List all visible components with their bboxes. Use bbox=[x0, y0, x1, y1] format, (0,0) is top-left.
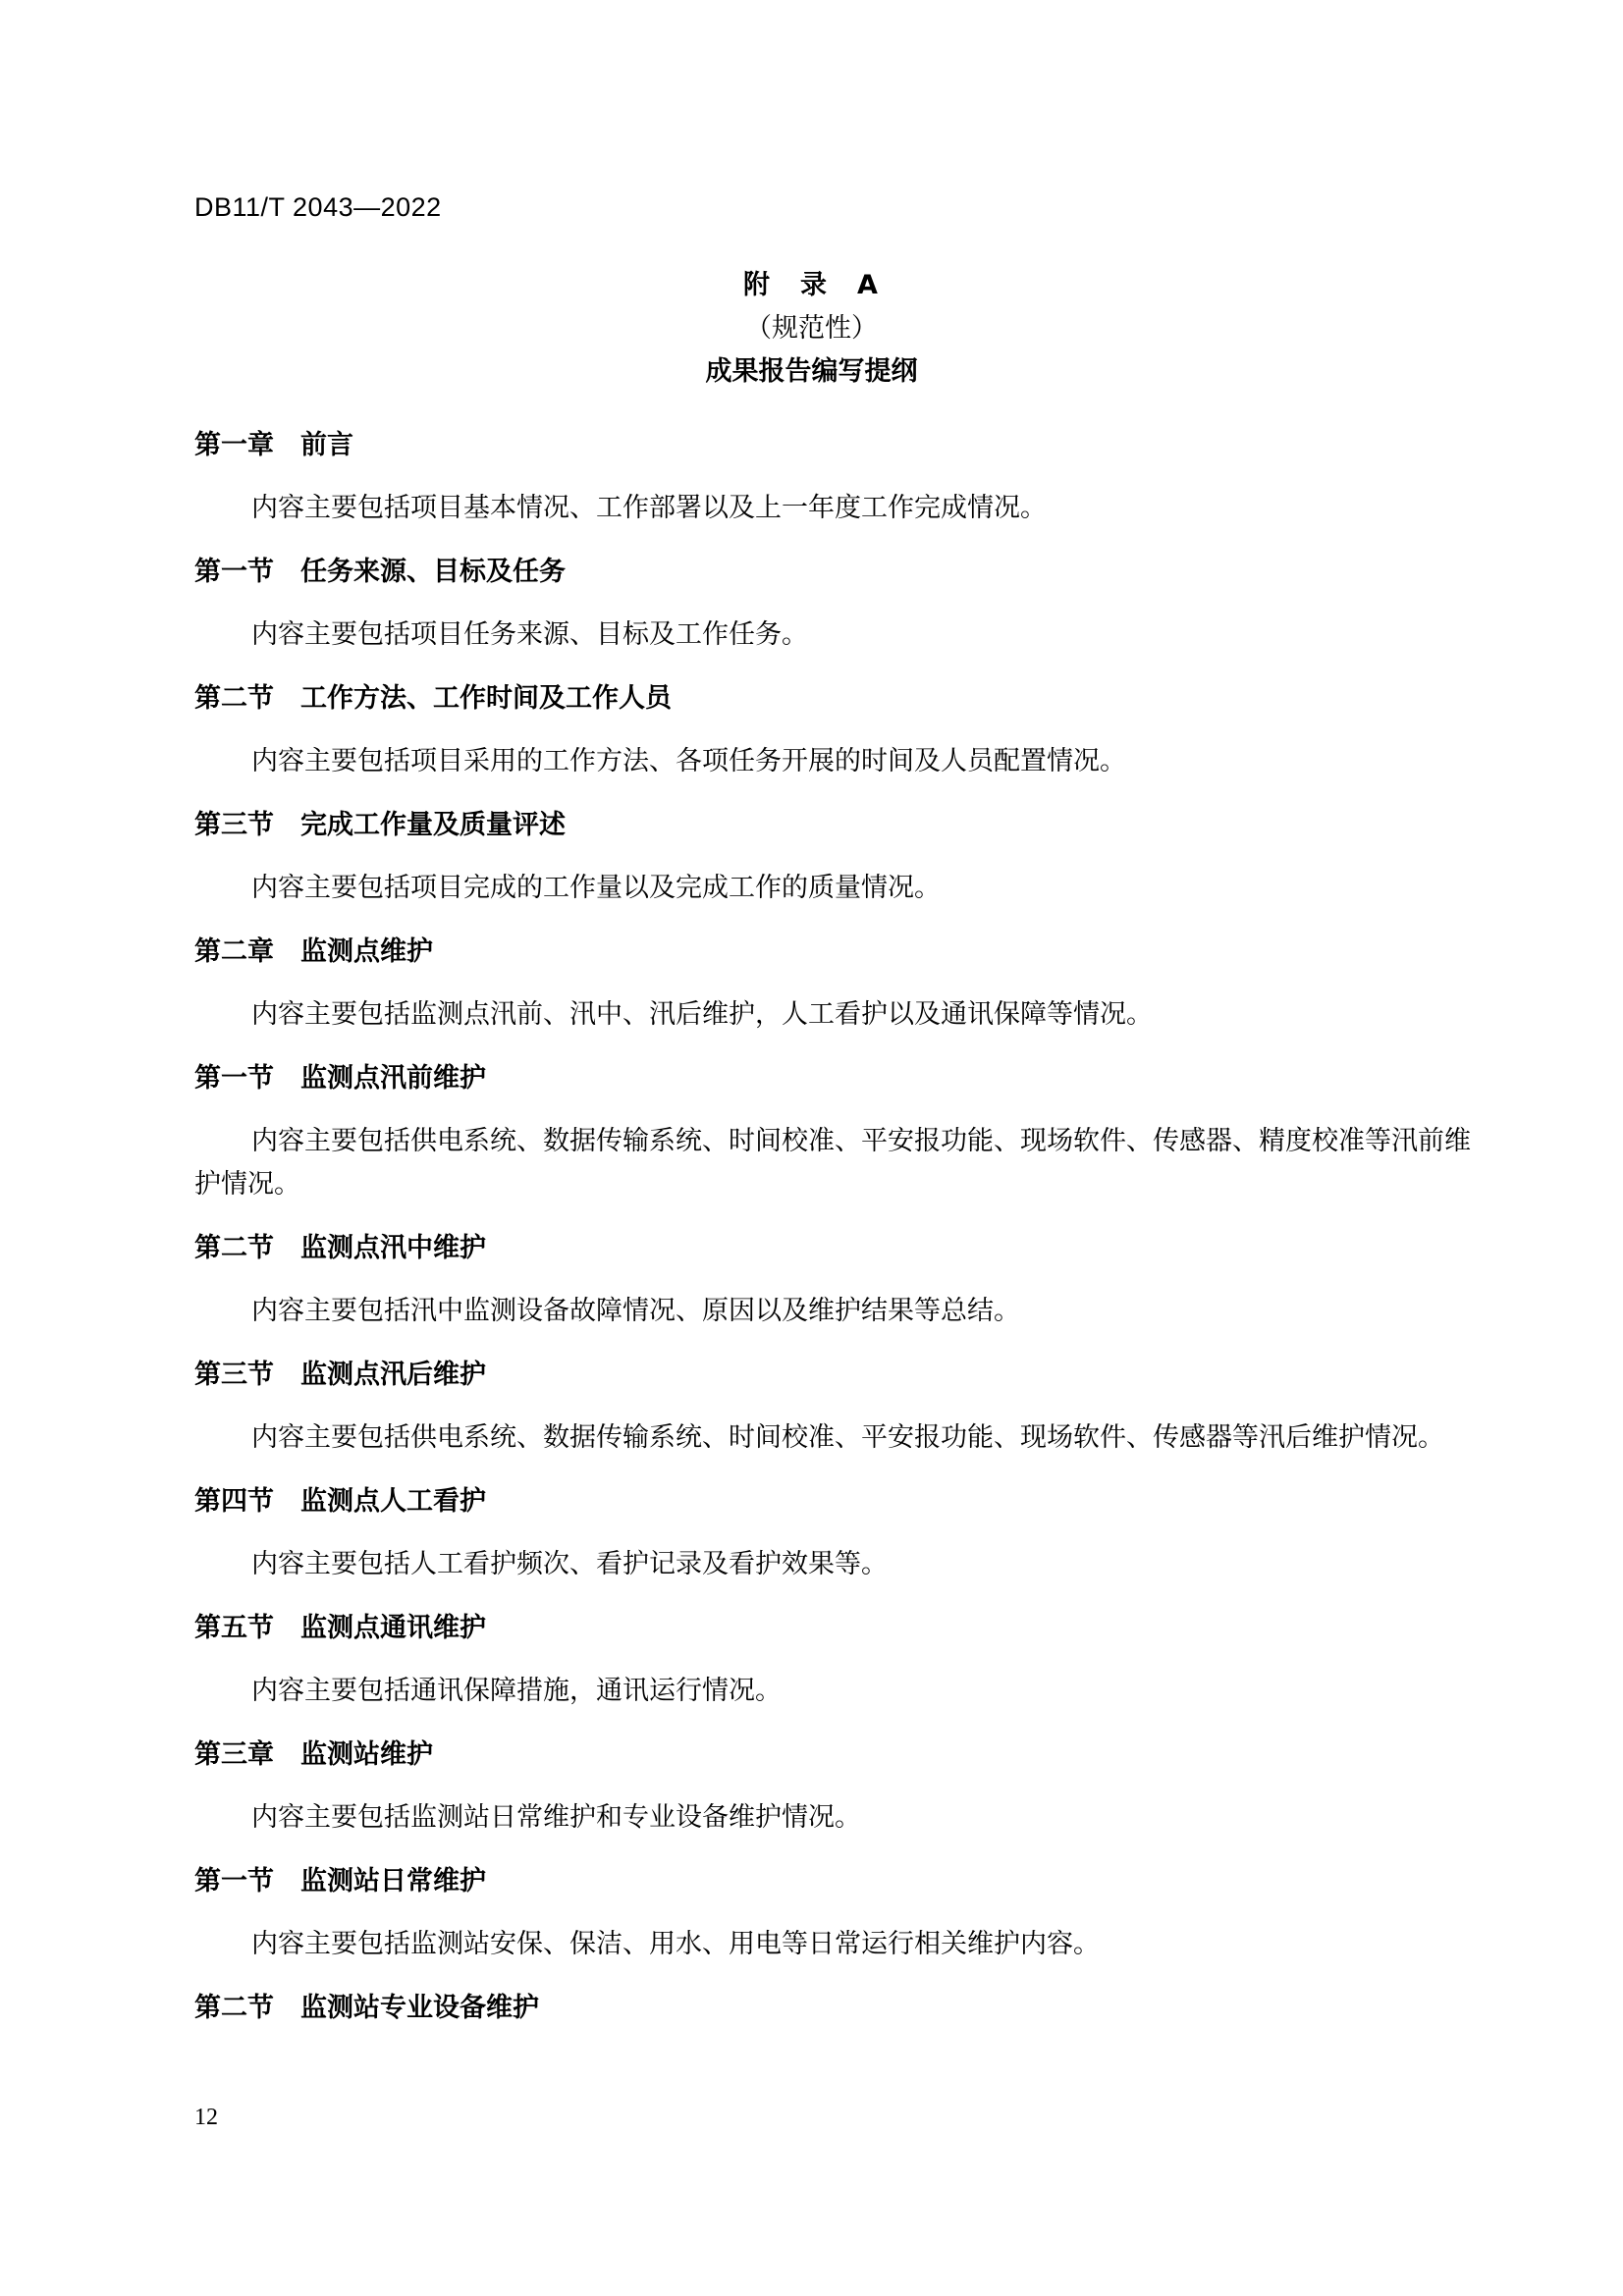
section-heading: 第一章 前言 bbox=[194, 430, 353, 460]
section-heading: 第三节 完成工作量及质量评述 bbox=[194, 810, 566, 840]
section-description: 内容主要包括监测站日常维护和专业设备维护情况。 bbox=[251, 1802, 861, 1833]
section-heading: 第三节 监测点汛后维护 bbox=[194, 1360, 486, 1390]
section-heading: 第一节 监测站日常维护 bbox=[194, 1866, 486, 1896]
appendix-label: 附 录 A bbox=[743, 270, 880, 300]
page-number: 12 bbox=[194, 2105, 218, 2130]
section-description: 内容主要包括监测站安保、保洁、用水、用电等日常运行相关维护内容。 bbox=[251, 1929, 1100, 1959]
appendix-nature: （规范性） bbox=[745, 313, 878, 344]
section-description: 内容主要包括人工看护频次、看护记录及看护效果等。 bbox=[251, 1549, 888, 1579]
section-description: 内容主要包括供电系统、数据传输系统、时间校准、平安报功能、现场软件、传感器、精度校准等汛前维护情况。 bbox=[194, 1126, 1471, 1200]
section-heading: 第五节 监测点通讯维护 bbox=[194, 1613, 486, 1643]
appendix-title: 成果报告编写提纲 bbox=[705, 356, 918, 387]
section-heading: 第一节 监测点汛前维护 bbox=[194, 1063, 486, 1094]
section-heading: 第二章 监测点维护 bbox=[194, 936, 433, 967]
section-heading: 第二节 监测点汛中维护 bbox=[194, 1233, 486, 1263]
section-description: 内容主要包括项目采用的工作方法、各项任务开展的时间及人员配置情况。 bbox=[251, 746, 1126, 776]
document-code: DB11/T 2043—2022 bbox=[194, 192, 442, 222]
section-description: 内容主要包括项目基本情况、工作部署以及上一年度工作完成情况。 bbox=[251, 493, 1047, 523]
section-heading: 第一节 任务来源、目标及任务 bbox=[194, 557, 566, 587]
section-description: 内容主要包括监测点汛前、汛中、汛后维护，人工看护以及通讯保障等情况。 bbox=[251, 999, 1153, 1030]
section-description: 内容主要包括供电系统、数据传输系统、时间校准、平安报功能、现场软件、传感器等汛后维护情况。 bbox=[251, 1422, 1444, 1453]
section-description: 内容主要包括项目任务来源、目标及工作任务。 bbox=[251, 619, 808, 650]
section-heading: 第二节 工作方法、工作时间及工作人员 bbox=[194, 683, 672, 714]
section-description: 内容主要包括项目完成的工作量以及完成工作的质量情况。 bbox=[251, 873, 941, 903]
section-description: 内容主要包括通讯保障措施，通讯运行情况。 bbox=[251, 1676, 782, 1706]
section-heading: 第二节 监测站专业设备维护 bbox=[194, 1993, 539, 2023]
section-heading: 第三章 监测站维护 bbox=[194, 1739, 433, 1770]
outline-content bbox=[194, 424, 1477, 2030]
section-description: 内容主要包括汛中监测设备故障情况、原因以及维护结果等总结。 bbox=[251, 1296, 1020, 1326]
section-heading: 第四节 监测点人工看护 bbox=[194, 1486, 486, 1517]
